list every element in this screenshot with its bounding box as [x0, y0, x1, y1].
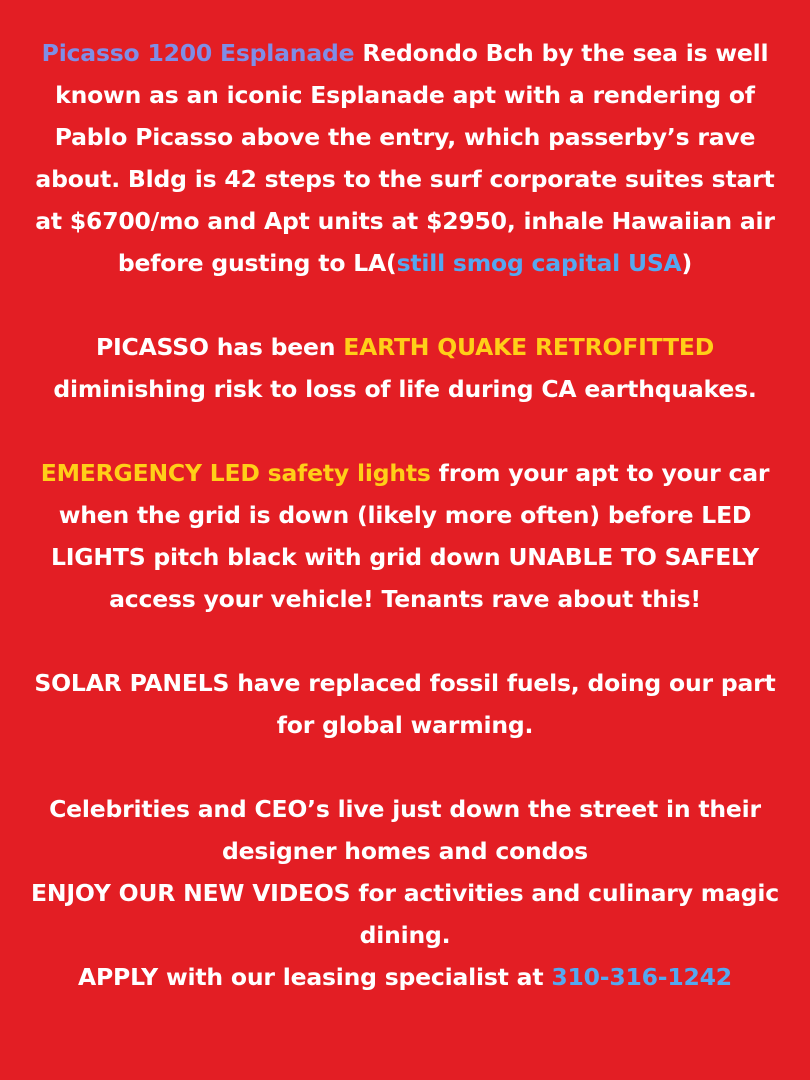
spacer: [24, 284, 786, 326]
celebrities-line: [24, 788, 786, 872]
intro-paragraph: [24, 32, 786, 284]
solar-paragraph: [24, 662, 786, 746]
phone-number-link[interactable]: 310-316-1242: [551, 963, 732, 991]
spacer: [24, 746, 786, 788]
videos-text: ENJOY OUR NEW VIDEOS for activities and culinary magic dining.: [31, 879, 779, 949]
building-name-highlight: Picasso 1200 Esplanade: [41, 39, 355, 67]
emergency-lights-highlight: EMERGENCY LED safety lights: [40, 459, 431, 487]
retrofit-paragraph: [24, 326, 786, 410]
smog-link[interactable]: still smog capital USA: [396, 249, 682, 277]
solar-text: SOLAR PANELS have replaced fossil fuels, doing our part for global warming.: [34, 669, 776, 739]
intro-close-paren: ): [681, 249, 693, 277]
celebrities-text: Celebrities and CEO’s live just down the street in their designer homes and condos: [49, 795, 761, 865]
apply-text: APPLY with our leasing specialist at: [78, 963, 552, 991]
intro-text: Redondo Bch by the sea is well known as an iconic Esplanade apt with a rendering of Pablo Picasso above the entry, which passerby’s rave about. Bldg is 42 steps to the surf corporate suites start at $6700/mo and Apt units at $2950, inhale Hawaiian air before gusting to LA(: [35, 39, 775, 277]
retrofit-text: diminishing risk to loss of life during CA earthquakes.: [53, 375, 757, 403]
emergency-lights-paragraph: [24, 452, 786, 620]
emergency-lights-text: from your apt to your car when the grid is down (likely more often) before LED LIGHTS pitch black with grid down UNABLE TO SAFELY access your vehicle! Tenants rave about this!: [50, 459, 770, 613]
apply-line: [24, 956, 786, 998]
spacer: [24, 620, 786, 662]
retrofit-lead: PICASSO has been: [95, 333, 344, 361]
spacer: [24, 410, 786, 452]
retrofit-highlight: EARTH QUAKE RETROFITTED: [343, 333, 715, 361]
videos-line: [24, 872, 786, 956]
